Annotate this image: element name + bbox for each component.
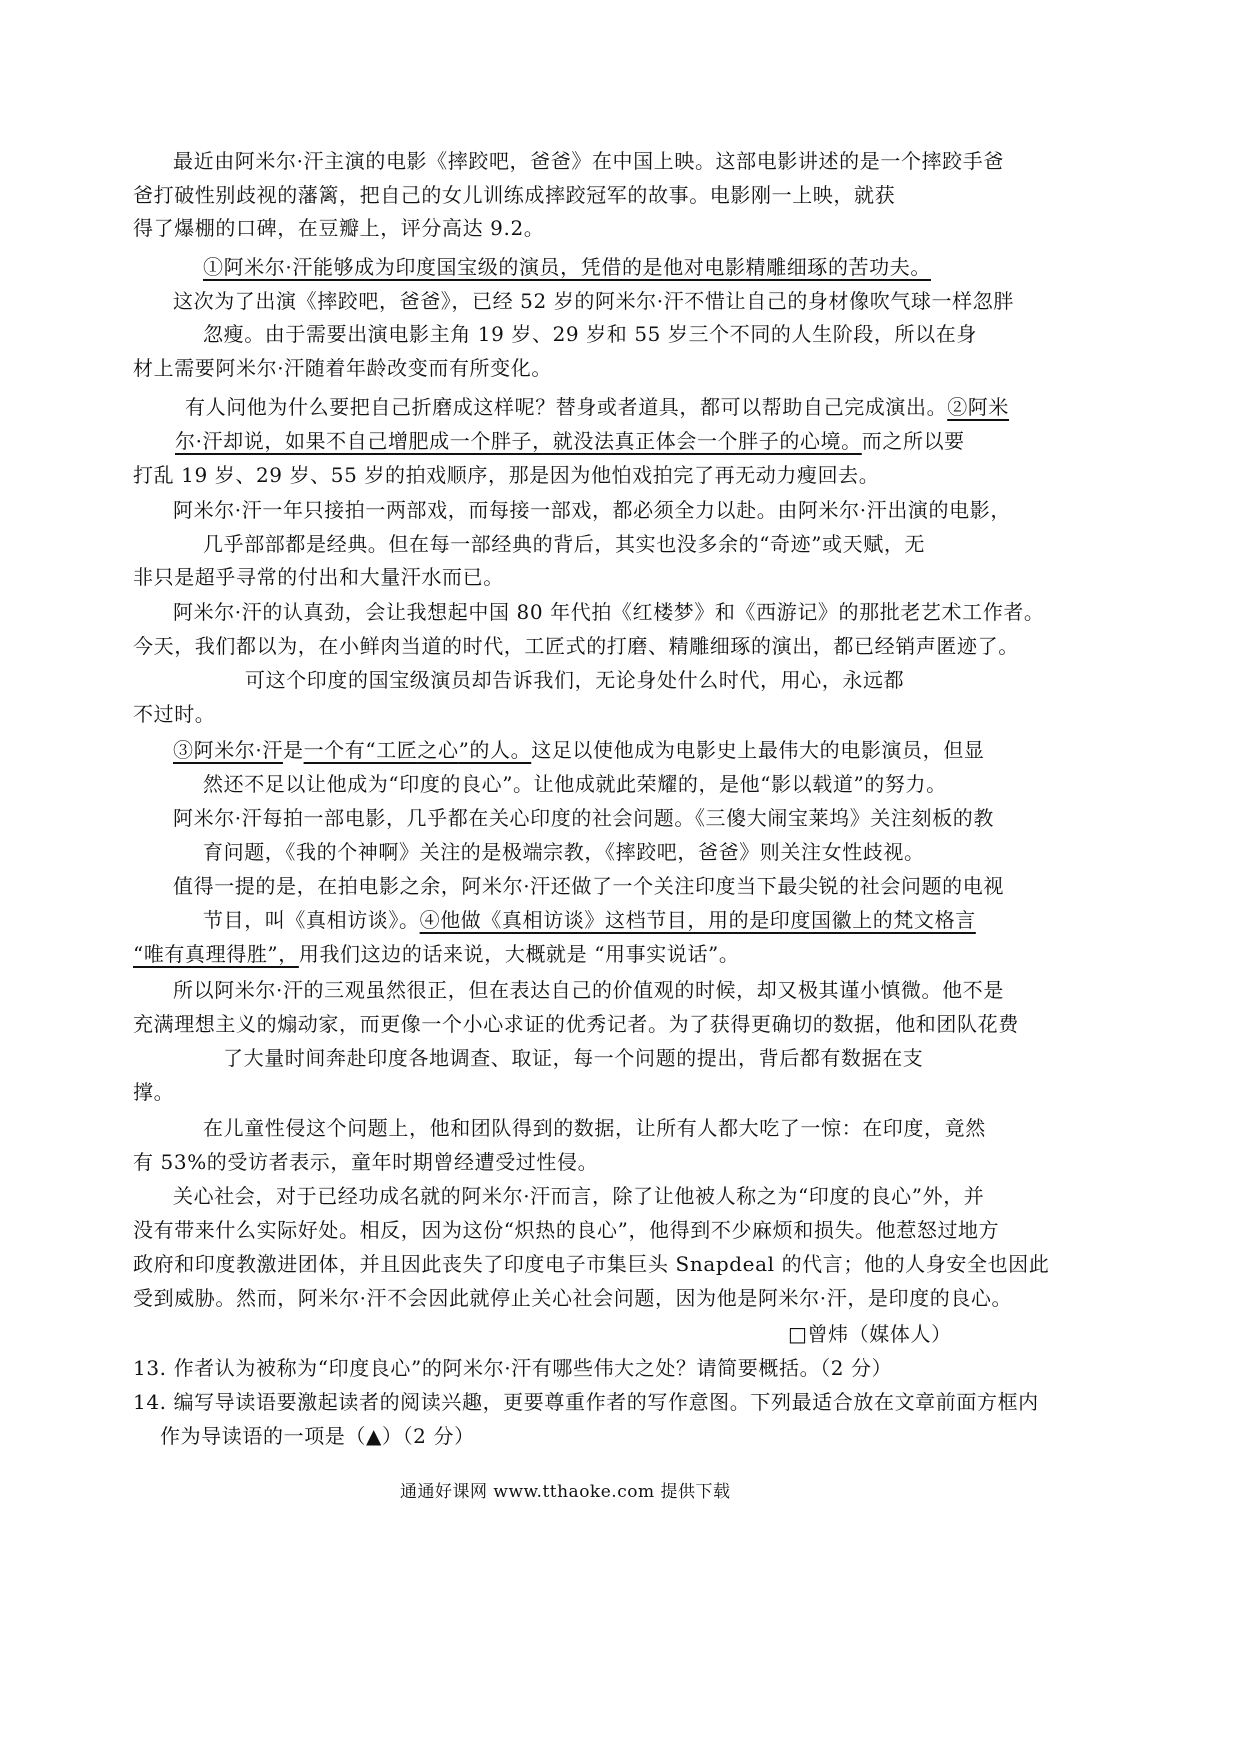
article-line: 材上需要阿米尔·汗随着年龄改变而有所变化。 bbox=[133, 356, 552, 380]
article-line: 这次为了出演《摔跤吧，爸爸》，已经 52 岁的阿米尔·汗不惜让自己的身材像吹气球一样忽胖 bbox=[173, 289, 1014, 313]
article-text: 是 bbox=[282, 738, 304, 762]
article-line: 忽瘦。由于需要出演电影主角 19 岁、29 岁和 55 岁三个不同的人生阶段，所以在身 bbox=[203, 322, 977, 346]
underlined-sentence-3: ”的人。 bbox=[458, 738, 532, 762]
article-text: 用我们这边的话来说，大概就是 “用事实说话”。 bbox=[298, 942, 740, 966]
article-line bbox=[185, 393, 1009, 421]
article-text: 节目，叫《真相访谈》。 bbox=[203, 908, 420, 932]
article-line: 阿米尔·汗每拍一部电影，几乎都在关心印度的社会问题。《三傻大闹宝莱坞》关注刻板的教 bbox=[173, 806, 994, 830]
article-line: 最近由阿米尔·汗主演的电影《摔跤吧，爸爸》在中国上映。这部电影讲述的是一个摔跤手爸 bbox=[173, 149, 1004, 173]
article-line: 政府和印度教激进团体，并且因此丧失了印度电子市集巨头 Snapdeal 的代言；他的人身安全也因此 bbox=[133, 1252, 1050, 1276]
article-line: 关心社会，对于已经功成名就的阿米尔·汗而言，除了让他被人称之为“印度的良心”外，并 bbox=[173, 1184, 985, 1208]
article-line: 了大量时间奔赴印度各地调查、取证，每一个问题的提出，背后都有数据在支 bbox=[223, 1046, 924, 1070]
article-line bbox=[203, 906, 976, 934]
article-line: 在儿童性侵这个问题上，他和团队得到的数据，让所有人都大吃了一惊：在印度，竟然 bbox=[203, 1116, 986, 1140]
underlined-sentence-1: ①阿米尔·汗能够成为印度国宝级的演员，凭借的是他对电影精雕细琢的苦功夫。 bbox=[203, 255, 931, 279]
article-line: 所以阿米尔·汗的三观虽然很正，但在表达自己的价值观的时候，却又极其谨小慎微。他不是 bbox=[173, 978, 1004, 1002]
article-text: 这足以使他成为电影史上最伟大的电影演员，但显 bbox=[531, 738, 985, 762]
page-footer: 通通好课网 www.tthaoke.com 提供下载 bbox=[400, 1482, 731, 1502]
underlined-sentence-4-end: “唯有真理得胜”， bbox=[133, 942, 299, 966]
article-line: 今天，我们都以为，在小鲜肉当道的时代，工匠式的打磨、精雕细琢的演出，都已经销声匿迹了。 bbox=[133, 634, 1019, 658]
question-14-continued: 作为导读语的一项是（▲）（2 分） bbox=[160, 1424, 475, 1448]
article-line: 可这个印度的国宝级演员却告诉我们，无论身处什么时代，用心，永远都 bbox=[245, 668, 905, 692]
article-line: 值得一提的是，在拍电影之余，阿米尔·汗还做了一个关注印度当下最尖锐的社会问题的电视 bbox=[173, 874, 1004, 898]
article-line: 有 53%的受访者表示，童年时期曾经遭受过性侵。 bbox=[133, 1150, 599, 1174]
underlined-sentence-3: ③阿米尔·汗 bbox=[173, 738, 283, 762]
article-line bbox=[175, 427, 965, 455]
article-line: 受到威胁。然而，阿米尔·汗不会因此就停止关心社会问题，因为他是阿米尔·汗，是印度的良心。 bbox=[133, 1286, 1013, 1310]
article-line bbox=[133, 940, 739, 968]
article-line: 打乱 19 岁、29 岁、55 岁的拍戏顺序，那是因为他怕戏拍完了再无动力瘦回去。 bbox=[133, 463, 880, 487]
article-line: 育问题，《我的个神啊》关注的是极端宗教，《摔跤吧，爸爸》则关注女性歧视。 bbox=[203, 840, 925, 864]
article-line: 没有带来什么实际好处。相反，因为这份“炽热的良心”，他得到不少麻烦和损失。他惹怒过地方 bbox=[133, 1218, 1000, 1242]
article-line: 得了爆棚的口碑，在豆瓣上，评分高达 9.2。 bbox=[133, 216, 545, 240]
underlined-sentence-3: 一个有“工匠 bbox=[303, 738, 418, 762]
question-13: 13. 作者认为被称为“印度良心”的阿米尔·汗有哪些伟大之处？请简要概括。（2 分） bbox=[133, 1356, 893, 1380]
byline: □曾炜（媒体人） bbox=[788, 1322, 952, 1346]
article-line: 阿米尔·汗一年只接拍一两部戏，而每接一部戏，都必须全力以赴。由阿米尔·汗出演的电影， bbox=[173, 498, 1011, 522]
article-text: 而之所以要 bbox=[861, 429, 965, 453]
article-line: 撑。 bbox=[133, 1080, 175, 1104]
article-line: 然还不足以让他成为“印度的良心”。让他成就此荣耀的，是他“影以载道”的努力。 bbox=[203, 772, 947, 796]
underlined-sentence-4-start: ④他做《真相访谈》这档节目，用的是印度国徽上的梵文格言 bbox=[419, 908, 976, 932]
article-line: 非只是超乎寻常的付出和大量汗水而已。 bbox=[133, 565, 504, 589]
article-line: 不过时。 bbox=[133, 702, 216, 726]
underlined-sentence-2-start: ②阿米 bbox=[947, 395, 1010, 419]
article-line: 阿米尔·汗的认真劲，会让我想起中国 80 年代拍《红楼梦》和《西游记》的那批老艺术工作者。 bbox=[173, 600, 1045, 624]
article-line: 爸打破性别歧视的藩篱，把自己的女儿训练成摔跤冠军的故事。电影刚一上映，就获 bbox=[133, 183, 896, 207]
article-line bbox=[173, 736, 984, 764]
underlined-sentence-3: 之心 bbox=[417, 738, 459, 762]
question-14: 14. 编写导读语要激起读者的阅读兴趣，更要尊重作者的写作意图。下列最适合放在文章前面方框内 bbox=[133, 1390, 1039, 1414]
underlined-sentence-2-end: 尔·汗却说，如果不自己增肥成一个胖子，就没法真正体会一个胖子的心境。 bbox=[175, 429, 862, 453]
article-line: 几乎部部都是经典。但在每一部经典的背后，其实也没多余的“奇迹”或天赋，无 bbox=[203, 532, 926, 556]
article-text: 有人问他为什么要把自己折磨成这样呢？替身或者道具，都可以帮助自己完成演出。 bbox=[185, 395, 948, 419]
article-line: 充满理想主义的煽动家，而更像一个小心求证的优秀记者。为了获得更确切的数据，他和团队花费 bbox=[133, 1012, 1019, 1036]
